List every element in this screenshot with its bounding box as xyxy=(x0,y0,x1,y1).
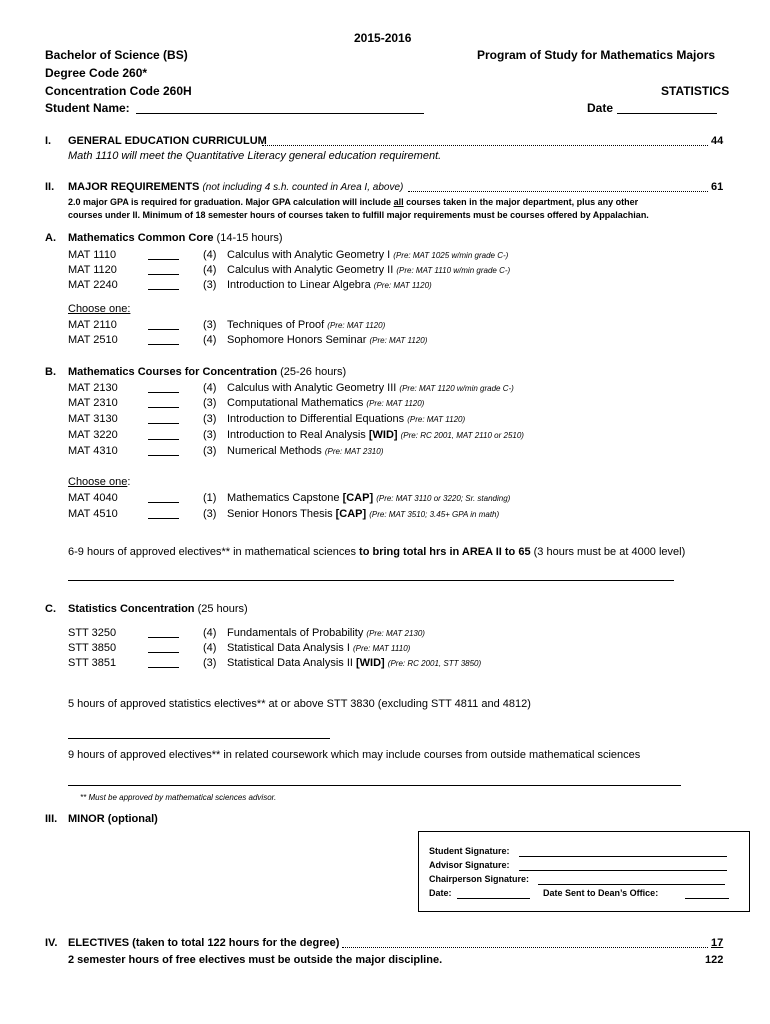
math-electives-line[interactable] xyxy=(68,580,674,581)
course-row xyxy=(68,492,708,507)
grade-blank[interactable] xyxy=(148,397,179,408)
signature-date-label: Date: xyxy=(429,888,452,898)
related-electives-text: 9 hours of approved electives** in related coursework which may include courses from outside mathematical sciences xyxy=(68,749,641,761)
course-hours: (4) xyxy=(203,264,217,276)
grade-blank[interactable] xyxy=(148,319,179,330)
course-code: MAT 2240 xyxy=(68,279,118,291)
note-text: 2.0 major GPA is required for graduation. Major GPA calculation will include xyxy=(68,197,394,207)
course-title: Calculus with Analytic Geometry I xyxy=(227,249,391,261)
math-electives-text xyxy=(68,546,685,558)
section-b-hours: (25-26 hours) xyxy=(277,366,347,378)
section-1-number: I. xyxy=(45,135,52,147)
course-code: STT 3851 xyxy=(68,657,117,669)
electives-text: 6-9 hours of approved electives** in mathematical sciences xyxy=(68,546,360,558)
course-prereq: (Pre: MAT 1120) xyxy=(369,336,428,345)
section-b-letter: B. xyxy=(45,366,56,378)
course-title: Senior Honors Thesis xyxy=(227,508,336,520)
degree-title: Bachelor of Science (BS) xyxy=(45,48,188,62)
section-a-title: Mathematics Common Core xyxy=(68,232,214,244)
course-code: MAT 4510 xyxy=(68,508,118,520)
course-title: Statistical Data Analysis II xyxy=(227,657,356,669)
course-code: MAT 3130 xyxy=(68,413,118,425)
section-2-title: MAJOR REQUIREMENTS xyxy=(68,181,200,193)
course-code: MAT 1110 xyxy=(68,249,117,261)
grade-blank[interactable] xyxy=(148,429,179,440)
section-4-number: IV. xyxy=(45,937,58,949)
note-text: courses taken in the major department, plus any other xyxy=(403,197,639,207)
course-row xyxy=(68,249,708,264)
student-name-field[interactable] xyxy=(136,113,424,114)
course-tag: [CAP] xyxy=(335,508,367,520)
section-4-note: 2 semester hours of free electives must be outside the major discipline. xyxy=(68,954,443,966)
student-signature-label: Student Signature: xyxy=(429,846,510,856)
course-row xyxy=(68,319,708,334)
chair-signature-field[interactable] xyxy=(538,884,725,885)
section-c-letter: C. xyxy=(45,603,56,615)
degree-code: Degree Code 260* xyxy=(45,66,148,80)
section-a-letter: A. xyxy=(45,232,56,244)
course-row xyxy=(68,382,708,397)
signature-date-field[interactable] xyxy=(457,898,530,899)
course-row xyxy=(68,413,708,428)
course-prereq: (Pre: MAT 1120) xyxy=(366,399,425,408)
grade-blank[interactable] xyxy=(148,492,179,503)
grade-blank[interactable] xyxy=(148,627,179,638)
total-hours: 122 xyxy=(705,954,724,966)
grade-blank[interactable] xyxy=(148,642,179,653)
grade-blank[interactable] xyxy=(148,334,179,345)
section-4-hours: 17 xyxy=(711,937,724,949)
course-prereq: (Pre: MAT 2310) xyxy=(324,447,384,456)
course-code: MAT 2110 xyxy=(68,319,117,331)
grade-blank[interactable] xyxy=(148,249,179,260)
section-c-hours: (25 hours) xyxy=(194,603,248,615)
course-prereq: (Pre: RC 2001, MAT 2110 or 2510) xyxy=(400,431,524,440)
course-row xyxy=(68,334,708,349)
grade-blank[interactable] xyxy=(148,508,179,519)
course-title: Introduction to Linear Algebra xyxy=(227,279,371,291)
grade-blank[interactable] xyxy=(148,657,179,668)
course-title: Fundamentals of Probability xyxy=(227,627,364,639)
grade-blank[interactable] xyxy=(148,279,179,290)
course-title: Calculus with Analytic Geometry II xyxy=(227,264,394,276)
section-c-heading xyxy=(68,603,248,615)
course-prereq: (Pre: MAT 3510; 3.45+ GPA in math) xyxy=(369,510,500,519)
section-1-title: GENERAL EDUCATION CURRICULUM xyxy=(68,135,267,147)
course-code: STT 3850 xyxy=(68,642,117,654)
course-hours: (3) xyxy=(203,657,217,669)
course-hours: (4) xyxy=(203,334,217,346)
section-2-heading xyxy=(68,181,403,193)
course-prereq: (Pre: MAT 1110 w/min grade C-) xyxy=(396,266,511,275)
course-hours: (3) xyxy=(203,508,217,520)
choose-colon: : xyxy=(127,476,131,488)
course-hours: (1) xyxy=(203,492,217,504)
course-prereq: (Pre: MAT 1120 w/min grade C-) xyxy=(399,384,514,393)
course-code: MAT 2310 xyxy=(68,397,118,409)
course-tag: [WID] xyxy=(356,657,385,669)
course-hours: (4) xyxy=(203,382,217,394)
course-title: Introduction to Real Analysis xyxy=(227,429,369,441)
course-code: MAT 2510 xyxy=(68,334,118,346)
course-prereq: (Pre: MAT 1120) xyxy=(373,281,432,290)
course-title: Calculus with Analytic Geometry III xyxy=(227,382,397,394)
course-row xyxy=(68,627,708,642)
date-label: Date xyxy=(587,101,614,115)
course-hours: (4) xyxy=(203,642,217,654)
section-b-title: Mathematics Courses for Concentration xyxy=(68,366,278,378)
course-prereq: (Pre: MAT 1025 w/min grade C-) xyxy=(393,251,509,260)
advisor-signature-field[interactable] xyxy=(519,870,727,871)
section-2-hours: 61 xyxy=(711,181,724,193)
electives-emphasis: to bring total hrs in AREA II to 65 xyxy=(359,546,531,558)
course-hours: (4) xyxy=(203,627,217,639)
course-code: STT 3250 xyxy=(68,627,117,639)
course-row xyxy=(68,445,708,460)
electives-text: (3 hours must be at 4000 level) xyxy=(530,546,686,558)
chair-signature-label: Chairperson Signature: xyxy=(429,874,530,884)
course-title: Statistical Data Analysis I xyxy=(227,642,350,654)
course-row xyxy=(68,508,708,523)
advisor-footnote: ** Must be approved by mathematical sciences advisor. xyxy=(80,793,277,802)
section-2-title-note: (not including 4 s.h. counted in Area I, above) xyxy=(202,182,404,193)
course-code: MAT 3220 xyxy=(68,429,118,441)
course-code: MAT 4040 xyxy=(68,492,118,504)
course-prereq: (Pre: MAT 1120) xyxy=(407,415,466,424)
course-title: Computational Mathematics xyxy=(227,397,364,409)
course-code: MAT 1120 xyxy=(68,264,117,276)
grade-blank[interactable] xyxy=(148,264,179,275)
dot-leader xyxy=(262,145,708,146)
student-signature-field[interactable] xyxy=(519,856,727,857)
course-prereq: (Pre: MAT 1110) xyxy=(352,644,411,653)
course-row xyxy=(68,657,708,672)
course-prereq: (Pre: MAT 2130) xyxy=(366,629,425,638)
course-code: MAT 2130 xyxy=(68,382,118,394)
dot-leader xyxy=(342,947,708,948)
grade-blank[interactable] xyxy=(148,445,179,456)
course-tag: [CAP] xyxy=(342,492,374,504)
course-row xyxy=(68,642,708,657)
course-hours: (3) xyxy=(203,413,217,425)
section-2-note-1 xyxy=(68,197,638,207)
course-title: Introduction to Differential Equations xyxy=(227,413,405,425)
concentration-name: STATISTICS xyxy=(661,84,730,98)
course-hours: (3) xyxy=(203,397,217,409)
choose-one-label xyxy=(68,476,130,488)
course-row xyxy=(68,429,708,444)
note-emphasis: all xyxy=(393,197,404,207)
section-3-number: III. xyxy=(45,813,58,825)
course-prereq: (Pre: MAT 3110 or 3220; Sr. standing) xyxy=(376,494,511,503)
section-2-note-2: courses under II. Minimum of 18 semester hours of courses taken to fulfill major requirements must be courses offered by Appalachian. xyxy=(68,210,649,220)
section-c-title: Statistics Concentration xyxy=(68,603,195,615)
course-row xyxy=(68,397,708,412)
course-hours: (3) xyxy=(203,279,217,291)
dean-date-label: Date Sent to Dean’s Office: xyxy=(543,888,659,898)
grade-blank[interactable] xyxy=(148,382,179,393)
year-heading: 2015-2016 xyxy=(354,31,412,45)
section-3-title: MINOR (optional) xyxy=(68,813,158,825)
course-row xyxy=(68,264,708,279)
section-4-title: ELECTIVES (taken to total 122 hours for the degree) xyxy=(68,937,340,949)
student-name-label: Student Name: xyxy=(45,101,130,115)
course-hours: (4) xyxy=(203,249,217,261)
grade-blank[interactable] xyxy=(148,413,179,424)
course-hours: (3) xyxy=(203,429,217,441)
section-a-heading xyxy=(68,232,283,244)
advisor-signature-label: Advisor Signature: xyxy=(429,860,510,870)
course-title: Mathematics Capstone xyxy=(227,492,343,504)
dot-leader xyxy=(408,191,708,192)
choose-text: Choose one xyxy=(68,476,128,488)
stat-electives-text: 5 hours of approved statistics electives** at or above STT 3830 (excluding STT 4811 and 4812) xyxy=(68,698,531,710)
course-title: Techniques of Proof xyxy=(227,319,325,331)
course-title: Numerical Methods xyxy=(227,445,322,457)
course-prereq: (Pre: RC 2001, STT 3850) xyxy=(387,659,482,668)
section-2-number: II. xyxy=(45,181,55,193)
concentration-code: Concentration Code 260H xyxy=(45,84,192,98)
stat-electives-line[interactable] xyxy=(68,738,330,739)
section-a-hours: (14-15 hours) xyxy=(213,232,283,244)
section-1-hours: 44 xyxy=(711,135,724,147)
date-field[interactable] xyxy=(617,113,717,114)
course-hours: (3) xyxy=(203,445,217,457)
section-b-heading xyxy=(68,366,346,378)
course-tag: [WID] xyxy=(368,429,398,441)
course-row xyxy=(68,279,708,294)
course-prereq: (Pre: MAT 1120) xyxy=(327,321,386,330)
signature-box xyxy=(418,831,750,912)
section-1-note: Math 1110 will meet the Quantitative Literacy general education requirement. xyxy=(68,150,442,162)
course-title: Sophomore Honors Seminar xyxy=(227,334,367,346)
course-code: MAT 4310 xyxy=(68,445,118,457)
dean-date-field[interactable] xyxy=(685,898,729,899)
choose-one-label: Choose one: xyxy=(68,303,131,315)
related-electives-line[interactable] xyxy=(68,785,681,786)
course-hours: (3) xyxy=(203,319,217,331)
program-title: Program of Study for Mathematics Majors xyxy=(477,48,716,62)
